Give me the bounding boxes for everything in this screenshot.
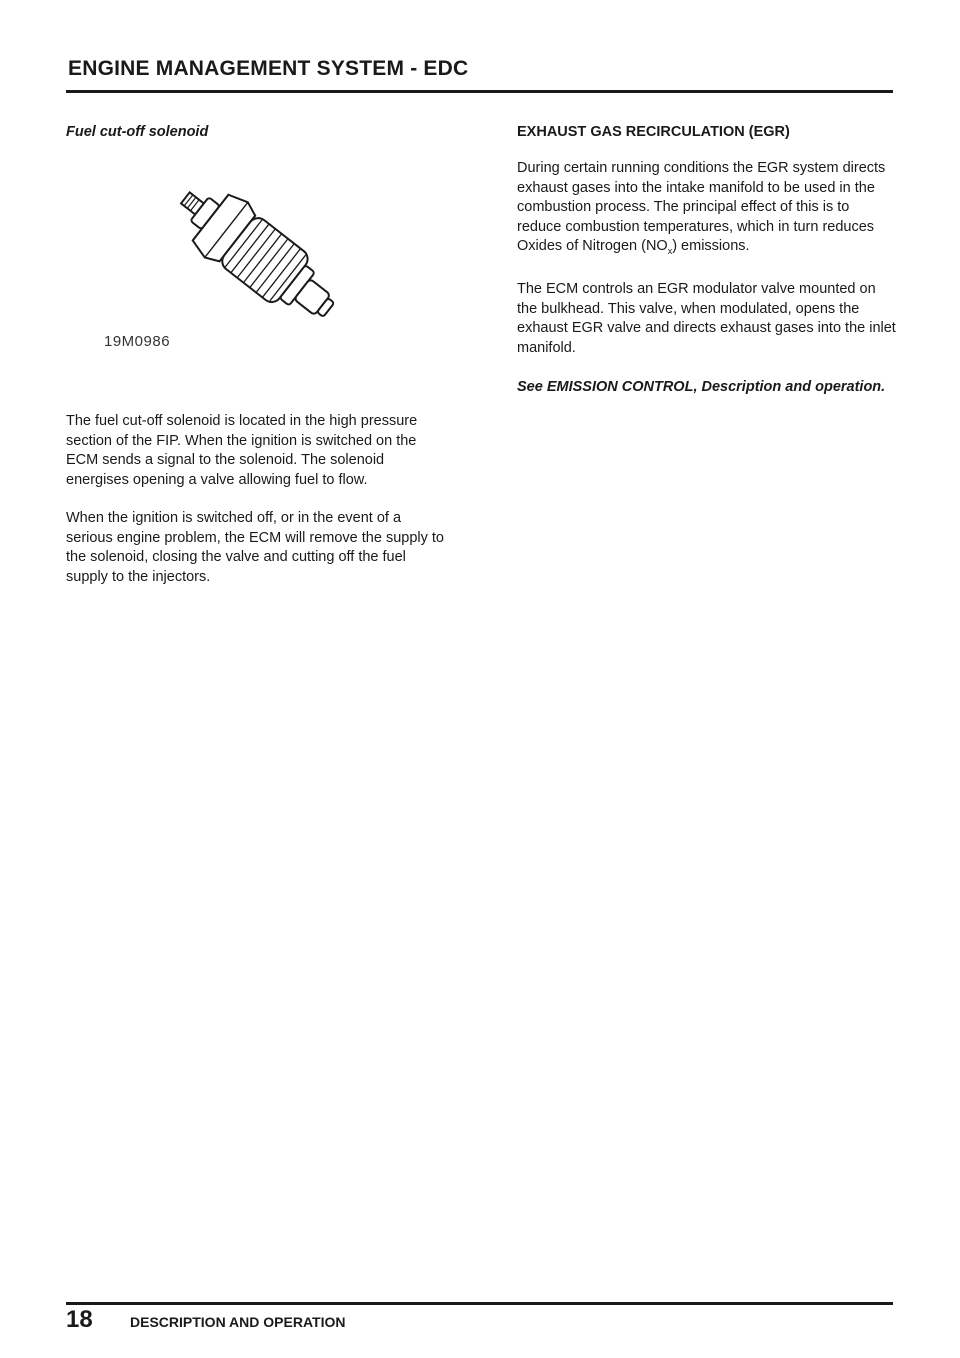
nox-subscript: x: [667, 245, 673, 256]
right-column: [517, 124, 897, 398]
header-rule: [66, 90, 893, 93]
emission-control-reference[interactable]: See EMISSION CONTROL, Description and operation.: [517, 379, 886, 396]
solenoid-figure: [66, 140, 446, 370]
page-number: 18: [66, 1306, 93, 1333]
egr-para-2: The ECM controls an EGR modulator valve mounted on the bulkhead. This valve, when modulated, opens the exhaust EGR valve and directs exhaust gases into the inlet manifold.: [517, 281, 896, 356]
fuel-cutoff-para-2: When the ignition is switched off, or in the event of a serious engine problem, the ECM will remove the supply to the solenoid, closing the valve and cutting off the fuel supply to the injectors.: [66, 510, 444, 585]
page-title: ENGINE MANAGEMENT SYSTEM - EDC: [68, 57, 469, 80]
left-column: [66, 124, 446, 587]
fuel-cutoff-subheading: Fuel cut-off solenoid: [66, 124, 209, 140]
egr-para-1: [517, 159, 897, 261]
footer-rule: [66, 1302, 893, 1305]
egr-heading: EXHAUST GAS RECIRCULATION (EGR): [517, 124, 790, 140]
fuel-cutoff-para-1: The fuel cut-off solenoid is located in the high pressure section of the FIP. When the ignition is switched on the ECM sends a signal to the solenoid. The solenoid energises opening a valve allowing fuel to flow.: [66, 413, 418, 488]
egr-para-1-text: During certain running conditions the EGR system directs exhaust gases into the intake manifold to be used in the combustion process. The principal effect of this is to reduce combustion temperatures, which in turn reduces Oxides of Nitrogen (NO: [517, 160, 886, 254]
solenoid-illustration: [161, 182, 361, 332]
egr-para-1-end: ) emissions.: [672, 238, 750, 254]
footer-section-label: DESCRIPTION AND OPERATION: [130, 1314, 346, 1330]
figure-label: 19M0986: [104, 333, 171, 350]
